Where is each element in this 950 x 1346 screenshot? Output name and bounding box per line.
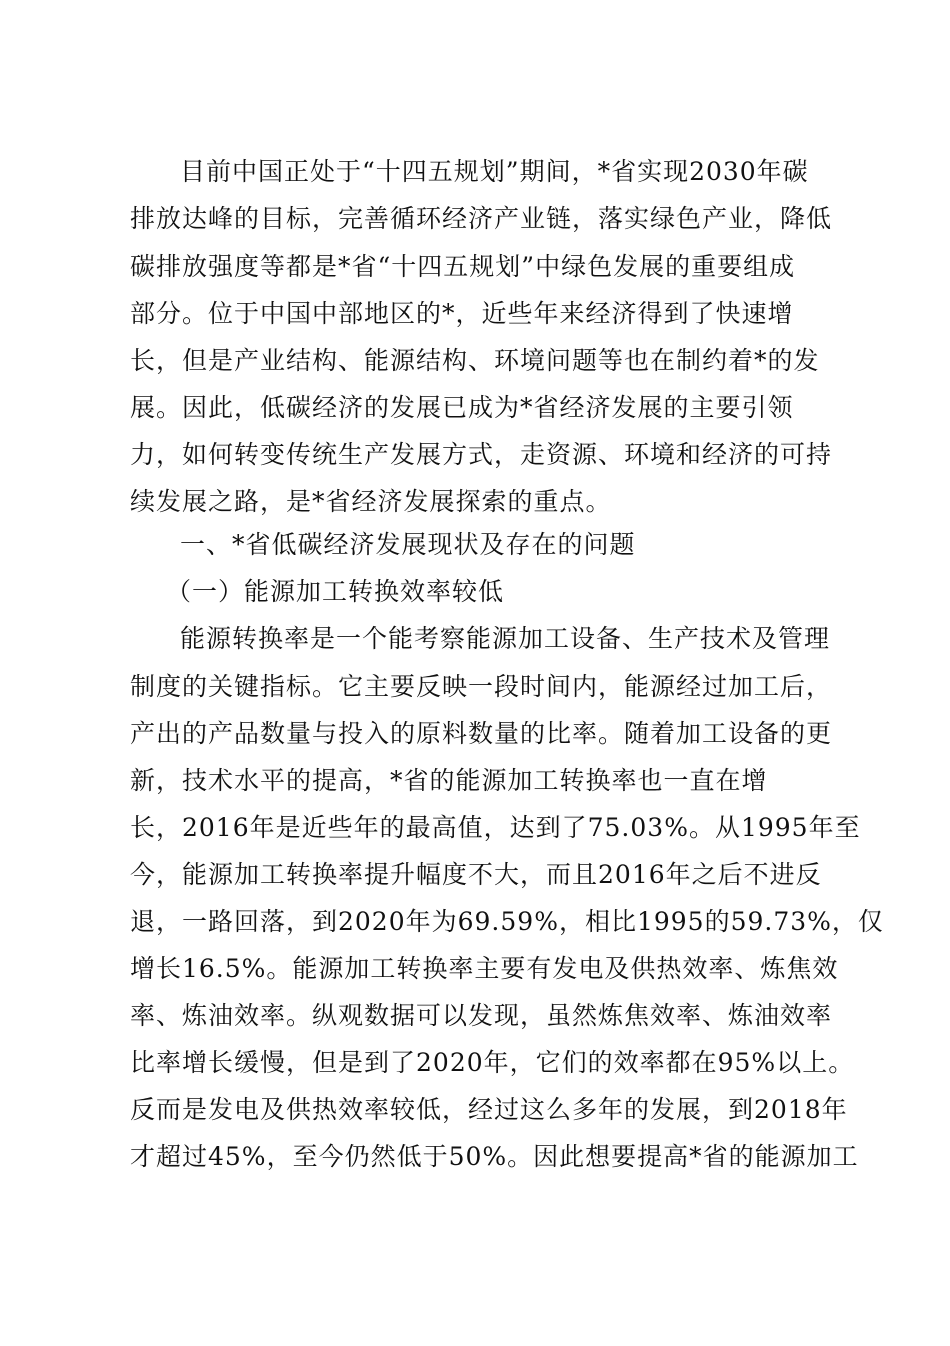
paragraph-intro-line: 续发展之路，是*省经济发展探索的重点。 [130,487,612,516]
paragraph-energy-line: 才超过45%，至今仍然低于50%。因此想要提高*省的能源加工 [130,1142,859,1171]
paragraph-intro-line: 部分。位于中国中部地区的*，近些年来经济得到了快速增 [130,299,794,328]
subsection-heading: （一）能源加工转换效率较低 [166,577,505,606]
paragraph-energy-line: 制度的关键指标。它主要反映一段时间内，能源经过加工后， [130,672,833,701]
paragraph-energy-line: 比率增长缓慢，但是到了2020年，它们的效率都在95%以上。 [130,1048,855,1077]
paragraph-intro-line: 长，但是产业结构、能源结构、环境问题等也在制约着*的发 [130,346,820,375]
paragraph-intro-line: 展。因此，低碳经济的发展已成为*省经济发展的主要引领 [130,393,794,422]
paragraph-energy-line: 率、炼油效率。纵观数据可以发现，虽然炼焦效率、炼油效率 [130,1001,833,1030]
paragraph-intro-line: 力，如何转变传统生产发展方式，走资源、环境和经济的可持 [130,440,833,469]
paragraph-energy-line: 产出的产品数量与投入的原料数量的比率。随着加工设备的更 [130,719,833,748]
paragraph-intro-line: 目前中国正处于“十四五规划”期间，*省实现2030年碳 [180,157,809,186]
paragraph-energy-line: 长，2016年是近些年的最高值，达到了75.03%。从1995年至 [130,813,861,842]
paragraph-energy-line: 增长16.5%。能源加工转换率主要有发电及供热效率、炼焦效 [130,954,839,983]
paragraph-energy-line: 新，技术水平的提高，*省的能源加工转换率也一直在增 [130,766,768,795]
paragraph-intro-line: 碳排放强度等都是*省“十四五规划”中绿色发展的重要组成 [130,252,796,281]
paragraph-intro-line: 排放达峰的目标，完善循环经济产业链，落实绿色产业，降低 [130,204,833,233]
paragraph-energy-line: 能源转换率是一个能考察能源加工设备、生产技术及管理 [180,624,831,653]
paragraph-energy-line: 今，能源加工转换率提升幅度不大，而且2016年之后不进反 [130,860,822,889]
section-heading: 一、*省低碳经济发展现状及存在的问题 [180,530,636,559]
paragraph-energy-line: 反而是发电及供热效率较低，经过这么多年的发展，到2018年 [130,1095,848,1124]
paragraph-energy-line: 退，一路回落，到2020年为69.59%，相比1995的59.73%，仅 [130,907,884,936]
